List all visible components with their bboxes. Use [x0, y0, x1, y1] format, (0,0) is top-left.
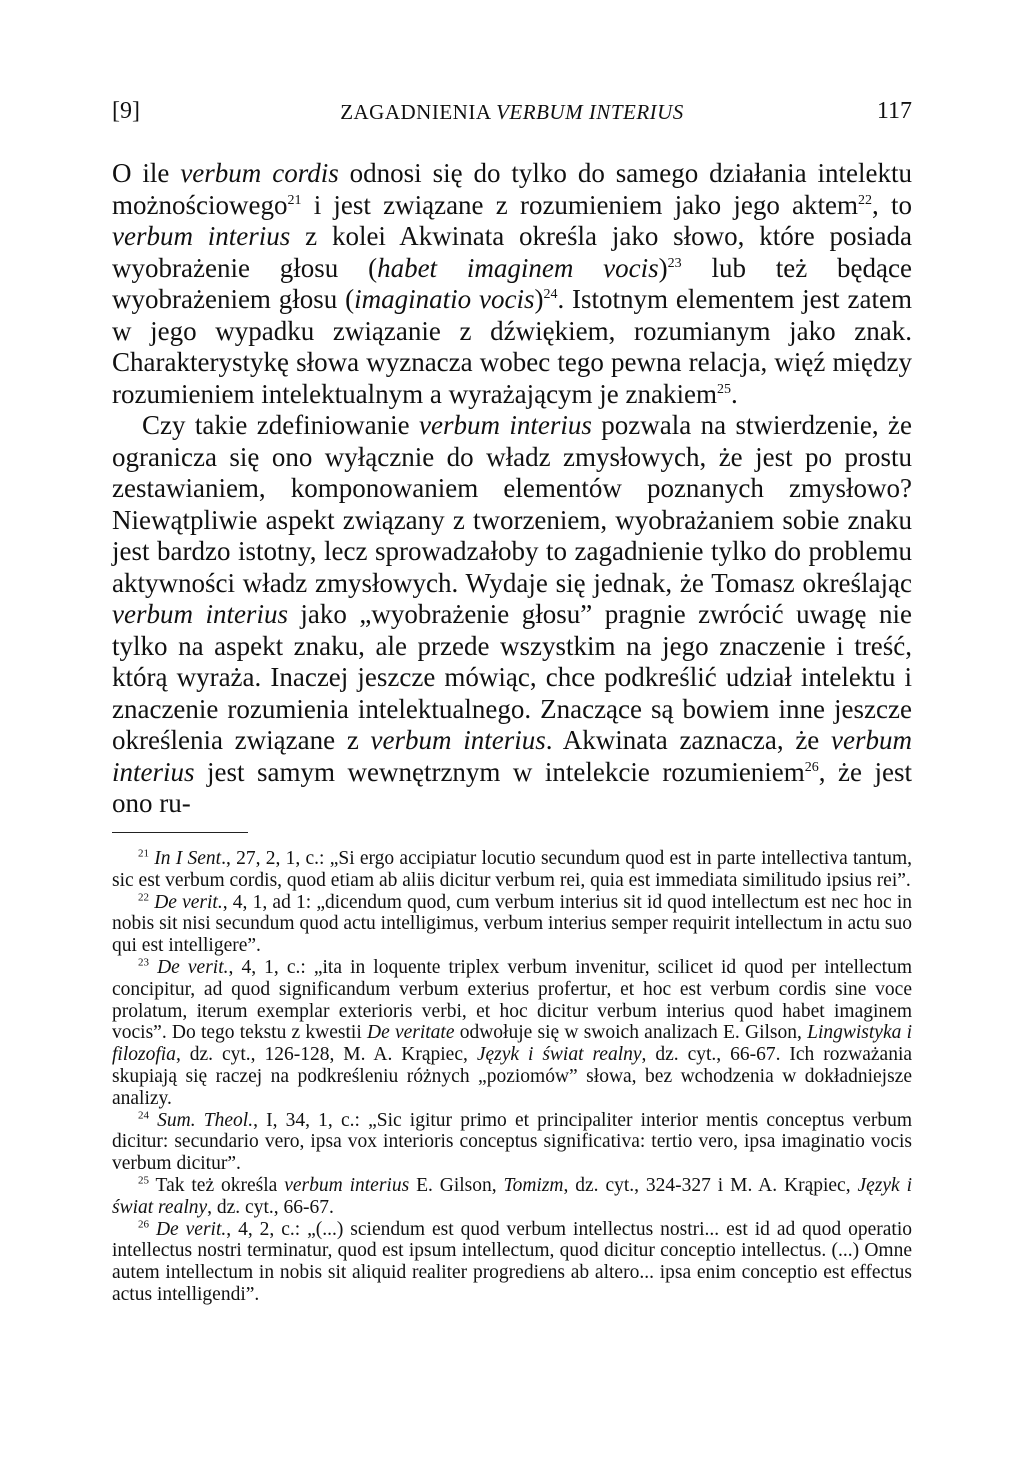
- text-run: , 4, 1, c.: „ita in loquente triplex verbum invenitur, scilicet id quod per intellectum concipitur, ad quod significandum verbum exterius profertur, et hoc est verbum cordis sine voce prolatum, iterum exemplar exterioris verbi, et hoc dicitur verbum interius quod habet imaginem vocis”. Do tego tekstu z kwestii: [112, 956, 912, 1044]
- text-run: [149, 1110, 157, 1131]
- footnote-ref: 26: [138, 1218, 149, 1231]
- text-run: pozwala na stwierdzenie, że ogranicza się ono wyłącznie do władz zmysłowych, że jest po prostu zestawianiem, komponowaniem elementów poznanych zmysłowo? Niewątpliwie aspekt związany z tworzeniem, wyobrażaniem sobie znaku jest bardzo istotny, lecz sprowadzałoby to zagadnienie tylko do problemu aktywności władz zmysłowych. Wydaje się jednak, że Tomasz określając: [112, 410, 912, 598]
- footnote-ref: 21: [138, 847, 149, 860]
- footnote-ref: 24: [543, 287, 558, 302]
- italic-run: verbum interius: [419, 410, 592, 440]
- italic-run: De veritate: [366, 1022, 455, 1044]
- text-run: odnosi się do tylko do samego działania intelektu możnościowego: [112, 158, 912, 220]
- text-run: ): [658, 252, 668, 283]
- section-number: [9]: [112, 98, 140, 124]
- text-run: , I, 34, 1, c.: „Sic igitur primo et principaliter interior mentis conceptus verbum dicitur: secundario vero, ipsa vox interioris conceptus significativa: tertio vero, ipsa imaginatio vocis verbum dicitur”.: [112, 1109, 913, 1175]
- text-run: O ile: [112, 158, 181, 188]
- text-run: lub też będące wyobrażeniem głosu (: [112, 252, 912, 314]
- footnote-25: [112, 1175, 912, 1219]
- italic-run: verbum interius: [112, 725, 912, 787]
- text-run: ): [534, 284, 544, 314]
- footnote-23: [112, 957, 912, 1110]
- italic-run: imaginatio vocis: [354, 284, 535, 314]
- text-run: z kolei Akwinata określa jako słowo, które posiada wyobrażenie głosu (: [112, 221, 912, 283]
- text-run: ., 27, 2, 1, c.: „Si ergo accipiatur locutio secundum quod est in parte intellectiva tantum, sic est verbum cordis, quod etiam ab aliis dicitur verbum rei, quia est immediata similitudo ipsius rei”.: [112, 848, 913, 891]
- italic-run: De verit.: [157, 956, 229, 978]
- italic-run: Sum. Theol.: [157, 1109, 254, 1131]
- footnote-26: [112, 1219, 912, 1306]
- running-title: [112, 100, 912, 125]
- italic-run: Tomizm: [503, 1174, 564, 1196]
- italic-run: verbum cordis: [180, 158, 339, 188]
- paragraph-2: [112, 410, 912, 820]
- footnote-ref: 25: [138, 1174, 149, 1187]
- footnote-ref: 23: [138, 956, 149, 969]
- footnote-ref: 23: [667, 255, 682, 271]
- italic-run: verbum interius: [370, 725, 546, 755]
- italic-run: De verit.: [154, 891, 223, 913]
- footnotes: [112, 848, 912, 1306]
- text-run: . Akwinata zaznacza, że: [545, 725, 832, 755]
- running-title-plain: ZAGADNIENIA: [340, 100, 497, 124]
- text-run: , że jest ono ru-: [112, 756, 912, 818]
- footnote-21: [112, 848, 912, 892]
- text-run: odwołuje się w swoich analizach E. Gilson,: [454, 1022, 808, 1044]
- footnote-ref: 22: [138, 891, 149, 904]
- page-number: 117: [876, 98, 912, 124]
- text-run: , to: [872, 189, 912, 220]
- text-run: E. Gilson,: [409, 1174, 504, 1196]
- italic-run: verbum interius: [112, 599, 288, 629]
- running-header: [112, 94, 912, 134]
- text-run: .: [731, 378, 738, 409]
- italic-run: Język i świat realny: [476, 1044, 642, 1066]
- text-run: i jest związane z rozumieniem jako jego aktem: [301, 189, 859, 220]
- paragraph-1: [112, 158, 912, 410]
- text-run: . Istotnym elementem jest zatem w jego wypadku związanie z dźwiękiem, rozumianym jako znak. Charakterystykę słowa wyznacza wobec tego pewna relacja, więź między rozumieniem intelektualnym a wyrażającym je znakiem: [112, 284, 912, 409]
- main-text: [112, 158, 912, 820]
- footnote-ref: 22: [858, 192, 873, 208]
- text-run: Tak też określa: [149, 1174, 285, 1196]
- italic-run: Lingwistyka i filozofia: [112, 1022, 912, 1066]
- footnote-rule: [112, 832, 248, 833]
- footnote-22: [112, 892, 912, 957]
- text-run: jest samym wewnętrznym w intelekcie rozumieniem: [194, 756, 805, 787]
- text-run: , 4, 1, ad 1: „dicendum quod, cum verbum interius sit id quod intellectum est nec hoc in nobis sit nisi secundum quod actu intelligimus, verbum interius semper requirit intellectum in actu suo qui est intelligere”.: [112, 891, 912, 957]
- footnote-24: [112, 1110, 912, 1175]
- italic-run: In I Sent: [154, 848, 222, 869]
- text-run: Czy takie zdefiniowanie: [142, 410, 420, 440]
- footnote-ref: 25: [717, 381, 731, 397]
- italic-run: verbum interius: [284, 1174, 410, 1196]
- text-run: , 4, 2, c.: „(...) sciendum est quod verbum intellectus nostri... est id ad quod operatio intellectus nostri terminatur, quod est ipsum intellectum, quod dicitur conceptio intellectus. (...) Omne autem intellectum in nobis sit aliquid realiter progrediens ab altero... ipsa enim conceptio est effectus actus intelligendi”.: [112, 1218, 912, 1305]
- text-run: jako „wyobrażenie głosu” pragnie zwrócić uwagę nie tylko na aspekt znaku, ale przede wszystkim na jego znaczenie i treść, którą wyraża. Inaczej jeszcze mówiąc, chce podkreślić udział intelektu i znaczenie rozumienia intelektualnego. Znaczące są bowiem inne jeszcze określenia związane z: [112, 599, 912, 755]
- text-run: [149, 957, 157, 978]
- text-run: , dz. cyt., 324-327 i M. A. Krąpiec,: [563, 1174, 858, 1196]
- footnote-ref: 24: [138, 1109, 149, 1122]
- text-run: [149, 1219, 156, 1240]
- italic-run: verbum interius: [112, 221, 291, 251]
- italic-run: Język i świat realny: [112, 1174, 912, 1218]
- italic-run: habet imaginem vocis: [377, 252, 659, 283]
- footnote-ref: 21: [287, 192, 302, 208]
- italic-run: De verit.: [155, 1218, 227, 1240]
- footnote-ref: 26: [804, 759, 819, 775]
- running-title-italic: VERBUM INTERIUS: [496, 100, 684, 124]
- text-run: , dz. cyt., 66-67. Ich rozważania skupiają się raczej na podkreśleniu różnych „poziomów” słowa, bez wchodzenia w dokładniejsze analizy.: [112, 1044, 913, 1109]
- text-run: , dz. cyt., 66-67.: [207, 1196, 334, 1218]
- text-run: , dz. cyt., 126-128, M. A. Krąpiec,: [175, 1044, 477, 1066]
